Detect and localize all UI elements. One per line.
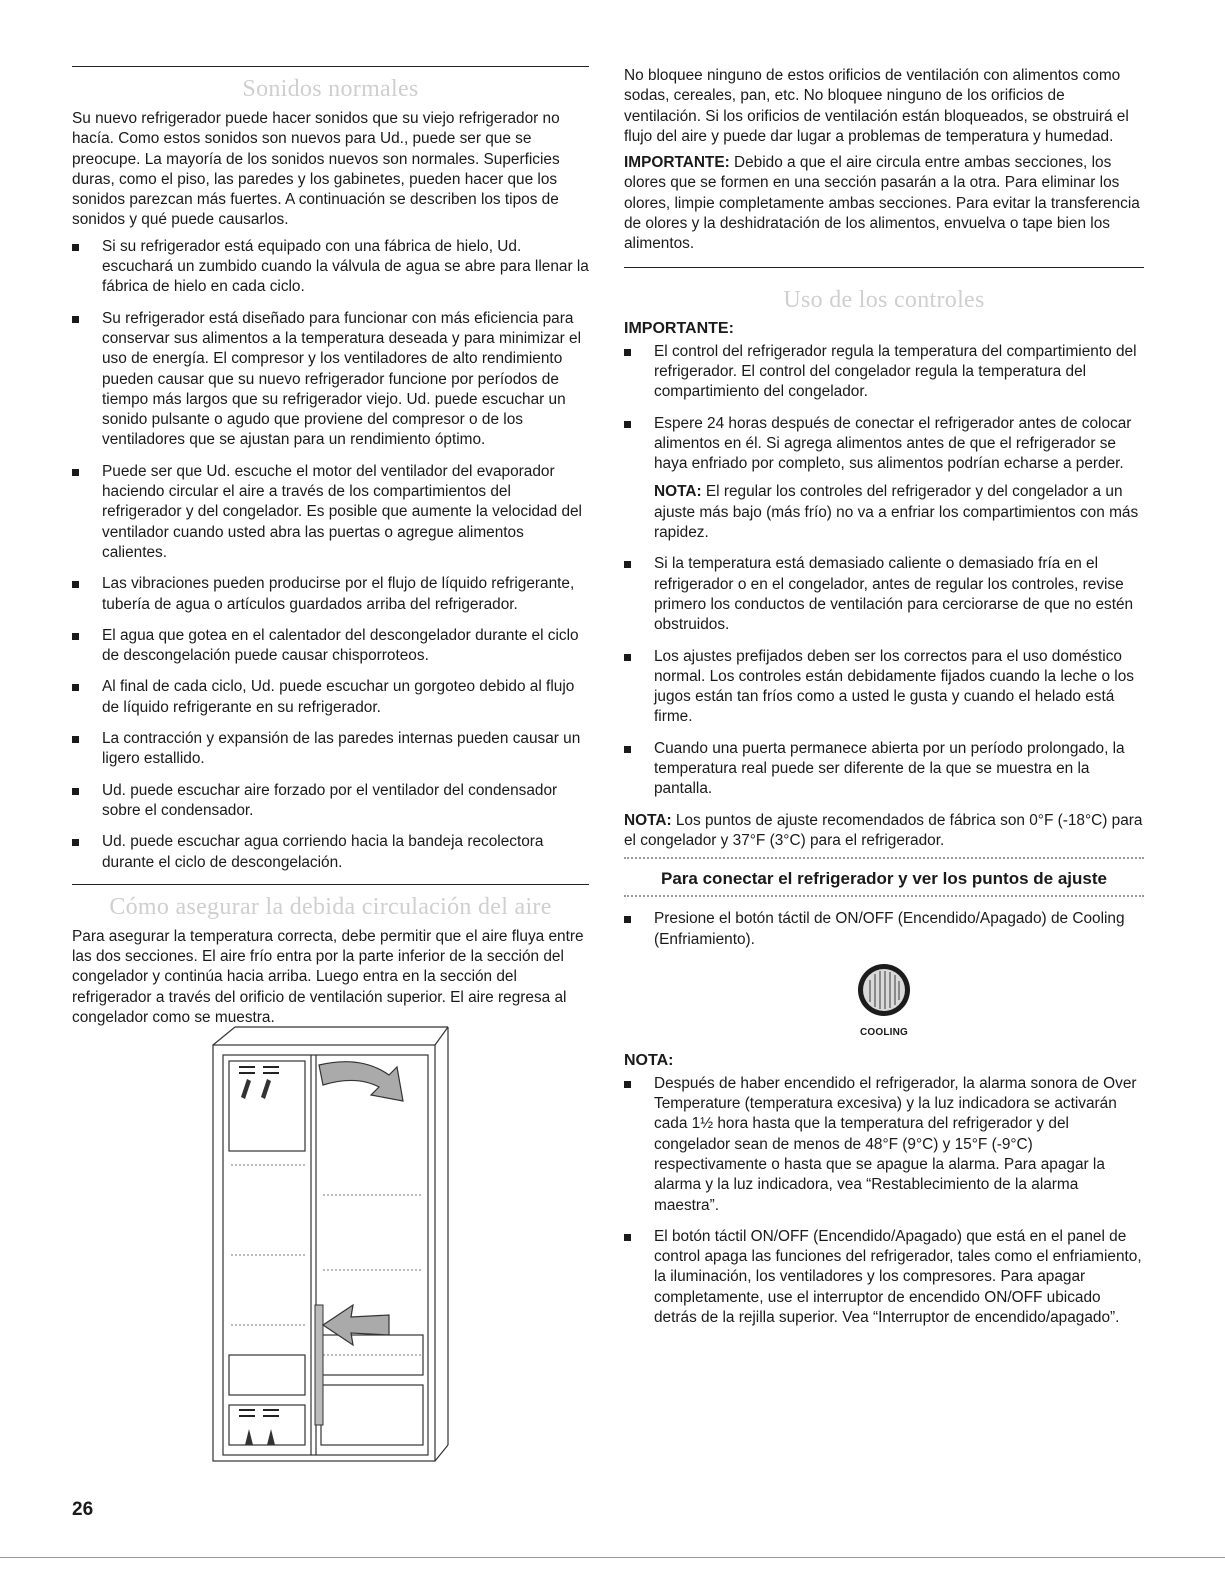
air-circulation-body: Para asegurar la temperatura correcta, debe permitir que el aire fluya entre las dos secciones. El aire frío entra por la parte inferior de la sección del congelador y continúa hacia arriba. Luego entra en la sección del refrigerador a través del orificio de ventilación superior. El aire regresa al congelador como se muestra. [72,927,584,1026]
list-item: Las vibraciones pueden producirse por el flujo de líquido refrigerante, tubería de agua o artículos guardados arriba del refrigerador. [72,574,589,615]
section-rule [72,66,589,67]
nota-label: NOTA: [624,1051,674,1069]
cooling-label: COOLING [859,1026,909,1038]
subsection-title: Para conectar el refrigerador y ver los puntos de ajuste [661,869,1107,889]
list-item: Ud. puede escuchar agua corriendo hacia la bandeja recolectora durante el ciclo de descongelación. [72,832,589,873]
factory-setpoint-note [624,811,1144,852]
list-item: Cuando una puerta permanece abierta por un período prolongado, la temperatura real puede ser diferente de la que se muestra en la pantalla. [624,739,1144,800]
section-rule [72,884,589,885]
list-item: Si la temperatura está demasiado caliente o demasiado fría en el refrigerador o en el congelador, antes de regular los controles, revise primero los conductos de ventilación para cerciorarse de que no estén obstruidos. [624,554,1144,635]
normal-sounds-intro: Su nuevo refrigerador puede hacer sonidos que su viejo refrigerador no hacía. Como estos sonidos son nuevos para Ud., puede ser que se preocupe. La mayoría de los sonidos nuevos son normales. Superficies duras, como el piso, las paredes y los gabinetes, pueden hacer que los sonidos parezcan más fuertes. A continuación se describen los tipos de sonidos y qué puede causarlos. [72,110,560,229]
note-label: NOTA: [624,811,672,829]
heading-controls: Uso de los controles [783,286,985,313]
list-item: La contracción y expansión de las paredes internas pueden causar un ligero estallido. [72,729,589,770]
list-item: Después de haber encendido el refrigerador, la alarma sonora de Over Temperature (temperatura excesiva) y la luz indicadora se activarán cada 1½ hora hasta que la temperatura del refrigerador y del congelador sean de menos de 48°F (9°C) y 15°F (-9°C) respectivamente o hasta que se apague la alarma. Para apagar la alarma y la luz indicadora, vea “Restablecimiento de la alarma maestra”. [624,1074,1144,1216]
note-text: Los puntos de ajuste recomendados de fábrica son 0°F (-18°C) para el congelador y 37°F (3°C) para el refrigerador. [624,811,1143,849]
note-text: El regular los controles del refrigerador y del congelador a un ajuste más bajo (más frío) no va a enfriar los compartimientos con más rapidez. [654,483,1139,542]
list-item [624,414,1144,544]
list-item: Su refrigerador está diseñado para funcionar con más eficiencia para conservar sus alimentos a la temperatura deseada y para minimizar el uso de energía. El compresor y los ventiladores de alto rendimiento pueden causar que su nuevo refrigerador funcione por períodos de tiempo más largos que su refrigerador viejo. Ud. puede escuchar un sonido pulsante o agudo que proviene del compresor o de los ventiladores que se ajustan para un rendimiento óptimo. [72,309,589,451]
power-on-list [624,909,1144,950]
list-item: Puede ser que Ud. escuche el motor del ventilador del evaporador haciendo circular el aire a través de los compartimientos del refrigerador y del congelador. Es posible que aumente la velocidad del ventilador cuando usted abra las puertas o agregue alimentos calientes. [72,462,589,563]
nota-list [624,1074,1144,1329]
list-item: El botón táctil ON/OFF (Encendido/Apagado) que está en el panel de control apaga las funciones del refrigerador, tales como el enfriamiento, la iluminación, los ventiladores y los compresores. Para apagar completamente, use el interruptor de encendido ON/OFF ubicado detrás de la rejilla superior. Vea “Interruptor de encendido/apagado”. [624,1227,1144,1328]
list-item: Los ajustes prefijados deben ser los correctos para el uso doméstico normal. Los controles están debidamente fijados cuando la leche o los jugos están tan fríos como a usted le gusta y cuando el helado está firme. [624,647,1144,728]
list-item: El agua que gotea en el calentador del descongelador durante el ciclo de descongelación puede causar chisporroteos. [72,626,589,667]
list-item-text: Espere 24 horas después de conectar el refrigerador antes de colocar alimentos en él. Si agrega alimentos antes de que el refrigerador se haya enfriado por completo, sus alimentos podrían echarse a perder. [654,414,1132,473]
refrigerator-airflow-illustration [211,1025,451,1465]
important-text: Debido a que el aire circula entre ambas secciones, los olores que se formen en una sección pasarán a la otra. Para eliminar los olores, limpie completamente ambas secciones. Para evitar la transferencia de olores y la deshidratación de los alimentos, envuelva o tape bien los alimentos. [624,154,1140,253]
list-item: El control del refrigerador regula la temperatura del compartimiento del refrigerador. El control del congelador regula la temperatura del compartimiento del congelador. [624,342,1144,403]
important-label: IMPORTANTE: [624,154,730,172]
inline-note [654,482,1144,543]
note-label: NOTA: [654,483,702,501]
list-item: Al final de cada ciclo, Ud. puede escuchar un gorgoteo debido al flujo de líquido refrigerante en su refrigerador. [72,677,589,718]
subsection-header [624,857,1144,899]
right-column [624,66,1144,1339]
heading-air-circulation: Cómo asegurar la debida circulación del aire [109,893,552,920]
cooling-button-illustration [624,962,1144,1038]
list-item: Presione el botón táctil de ON/OFF (Encendido/Apagado) de Cooling (Enfriamiento). [624,909,1144,950]
normal-sounds-list [72,237,589,873]
left-column [72,66,589,1034]
heading-normal-sounds: Sonidos normales [242,76,419,102]
list-item: Ud. puede escuchar aire forzado por el ventilador del condensador sobre el condensador. [72,781,589,822]
page-number: 26 [72,1499,94,1520]
important-paragraph [624,153,1144,254]
controls-list [624,342,1144,800]
vent-continuation-para: No bloquee ninguno de estos orificios de ventilación con alimentos como sodas, cereales, pan, etc. No bloquee ninguno de los orificios de ventilación. Si los orificios de ventilación están bloqueados, se obstruirá el flujo del aire y puede dar lugar a problemas de temperatura y humedad. [624,67,1129,145]
important-label-controls: IMPORTANTE: [624,319,734,337]
page-bottom-rule [0,1557,1225,1558]
cooling-button-icon [856,962,912,1018]
list-item: Si su refrigerador está equipado con una fábrica de hielo, Ud. escuchará un zumbido cuando la válvula de agua se abre para llenar la fábrica de hielo en cada ciclo. [72,237,589,298]
dotted-divider [624,895,1144,899]
section-rule [624,267,1144,268]
